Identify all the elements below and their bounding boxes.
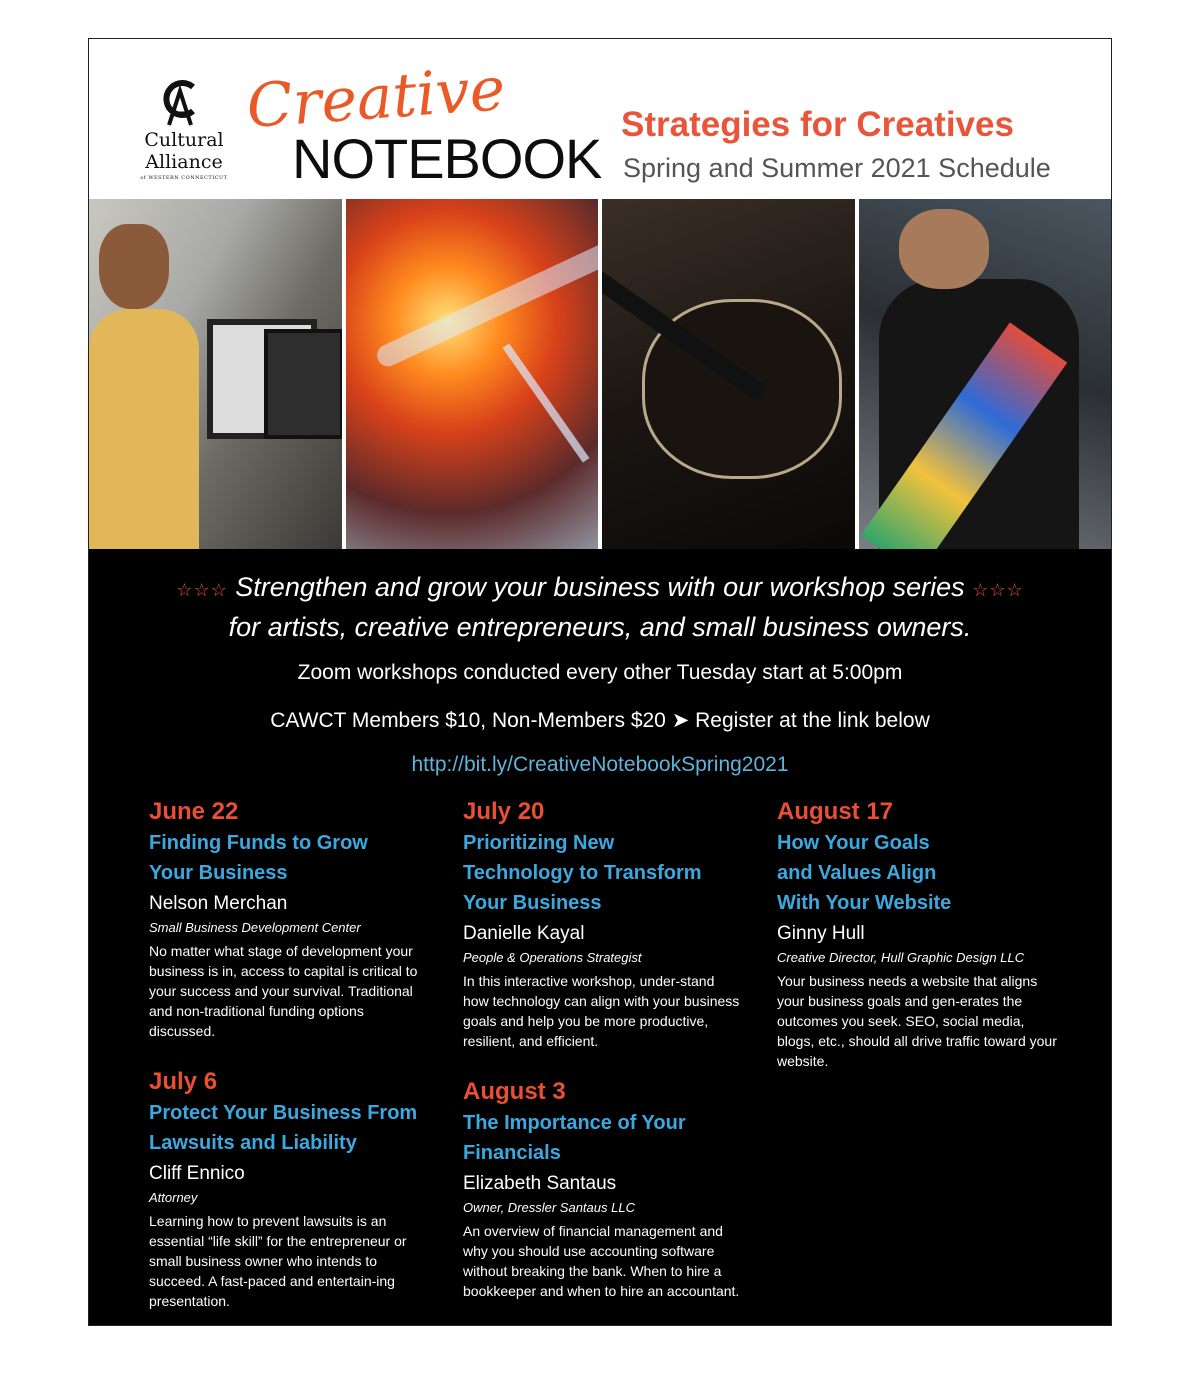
workshop-title [777, 828, 1057, 918]
workshop-description: An overview of financial management and why you should use accounting software without breaking the bank. When to hire a bookkeeper and when to hire an accountant. [463, 1223, 740, 1299]
photo-painter [859, 199, 1112, 549]
workshop-description: Your business needs a website that aligns your business goals and gen-erates the outcomes you seek. SEO, social media, blogs, etc., should all drive traffic toward your website. [777, 973, 1057, 1069]
workshop-august-17 [777, 797, 1057, 1071]
zoom-info: Zoom workshops conducted every other Tuesday start at 5:00pm [297, 661, 903, 684]
workshop-title-line: Technology to Transform [463, 862, 702, 884]
workshop-title-line: Prioritizing New [463, 832, 615, 854]
photo-glassblowing [346, 199, 599, 549]
workshop-speaker-role: Owner, Dressler Santaus LLC [463, 1200, 635, 1215]
workshop-title-line: Protect Your Business From [149, 1102, 418, 1124]
workshop-speaker: Ginny Hull [777, 923, 865, 944]
page-title: Strategies for Creatives [621, 105, 1014, 144]
workshop-date: August 17 [777, 798, 894, 825]
workshop-title [149, 828, 429, 888]
flyer [88, 38, 1112, 1326]
workshop-speaker: Danielle Kayal [463, 923, 585, 944]
photo-designer-at-computer [89, 199, 342, 549]
workshop-july-6 [149, 1067, 429, 1311]
workshop-speaker: Cliff Ennico [149, 1163, 245, 1184]
page-subtitle: Spring and Summer 2021 Schedule [623, 153, 1051, 183]
workshop-title-line: Financials [463, 1142, 561, 1164]
workshop-title-line: and Values Align [777, 862, 937, 884]
stars-icon: ☆☆☆ [972, 580, 1024, 600]
workshop-date: August 3 [463, 1078, 566, 1105]
stars-icon: ☆☆☆ [176, 580, 228, 600]
glass-rod-shape [502, 343, 589, 462]
workshop-speaker: Nelson Merchan [149, 893, 288, 914]
intro [89, 569, 1111, 646]
workshop-title-line: How Your Goals [777, 832, 930, 854]
workshop-title [463, 828, 743, 918]
logo-line-2: Alliance [145, 151, 223, 173]
photo-strip [89, 199, 1111, 549]
intro-line-1-text: Strengthen and grow your business with our workshop series [235, 572, 965, 602]
workshop-speaker-role: Attorney [149, 1190, 198, 1205]
logo-line-1: Cultural [144, 129, 224, 151]
person-shirt-shape [89, 309, 199, 549]
workshop-july-20 [463, 797, 743, 1051]
workshop-august-3 [463, 1077, 743, 1301]
workshop-speaker: Elizabeth Santaus [463, 1173, 617, 1194]
workshop-title [149, 1098, 429, 1158]
workshop-title-line: With Your Website [777, 892, 952, 914]
workshop-title [463, 1108, 743, 1168]
logo-subtitle: of WESTERN CONNECTICUT [140, 175, 228, 181]
workshop-title-line: The Importance of Your [463, 1112, 686, 1134]
workshop-title-line: Finding Funds to Grow [149, 832, 368, 854]
person-head-shape [99, 224, 169, 309]
workshop-speaker-role: People & Operations Strategist [463, 950, 642, 965]
workshop-title-line: Your Business [149, 862, 288, 884]
workshop-title-line: Lawsuits and Liability [149, 1132, 357, 1154]
price-info: CAWCT Members $10, Non-Members $20 ➤ Register at the link below [270, 709, 930, 732]
workshop-speaker-role: Small Business Development Center [149, 920, 361, 935]
photo-guitarist [602, 199, 855, 549]
brand-notebook: NOTEBOOK [292, 127, 602, 190]
painter-head-shape [899, 209, 989, 289]
cultural-alliance-logo-icon [159, 77, 201, 127]
registration-link[interactable]: http://bit.ly/CreativeNotebookSpring2021 [411, 753, 789, 776]
workshop-title-line: Your Business [463, 892, 602, 914]
logo-text [129, 129, 239, 181]
glass-tube-shape [373, 240, 598, 370]
intro-line-2: for artists, creative entrepreneurs, and small business owners. [228, 612, 972, 642]
workshop-date: June 22 [149, 798, 239, 825]
workshop-june-22 [149, 797, 429, 1041]
workshop-description: Learning how to prevent lawsuits is an essential “life skill” for the entrepreneur or small business owner who intends to succeed. A fast-paced and entertain-ing presentation. [149, 1213, 407, 1309]
workshop-date: July 6 [149, 1068, 218, 1095]
workshop-description: No matter what stage of development your business is in, access to capital is critical to your success and your survival. Traditional and non-traditional funding options discussed. [149, 943, 418, 1039]
header [89, 39, 1111, 199]
workshop-speaker-role: Creative Director, Hull Graphic Design LLC [777, 950, 1025, 965]
workshop-date: July 20 [463, 798, 545, 825]
brand-creative: Creative [244, 54, 508, 142]
intro-line-1 [89, 569, 1111, 609]
workshop-description: In this interactive workshop, under-stand how technology can align with your business goals and help you be more productive, resilient, and efficient. [463, 973, 740, 1049]
monitor-shape-2 [264, 329, 342, 439]
